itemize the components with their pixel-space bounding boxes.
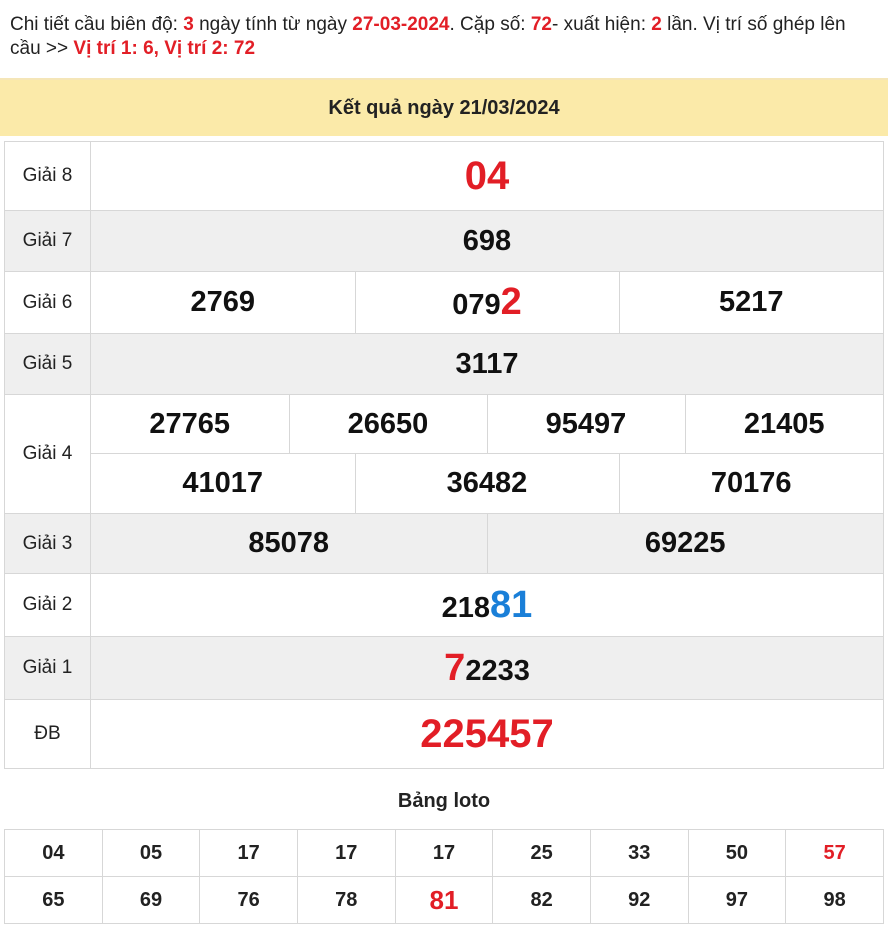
value-giai-db [91,700,884,769]
banner-title: Kết quả ngày 21/03/2024 [328,96,560,119]
giai-2-number-b: 81 [490,583,533,626]
loto-table [4,829,884,924]
value-giai-1 [91,637,884,700]
giai-6-number-3: 5217 [718,286,784,318]
value-giai-2 [91,574,884,637]
giai-3-cell-2 [487,514,883,573]
giai-4-cell-1 [91,395,289,454]
loto-cell-highlight: 57 [786,830,884,877]
giai-4-number-4: 21405 [743,407,825,440]
giai-4-number-7: 70176 [710,467,792,499]
loto-row-1 [5,830,884,877]
giai-4-number-6: 36482 [446,467,528,499]
value-giai-3 [91,514,884,574]
giai-5-number: 3117 [455,347,519,380]
row-giai-6 [5,272,884,334]
giai-4-number-5: 41017 [182,467,264,499]
loto-cell: 17 [395,830,493,877]
loto-cell: 17 [200,830,298,877]
giai-4-cell-3 [487,395,685,454]
value-giai-7 [91,211,884,272]
loto-cell: 98 [786,877,884,924]
label-giai-8: Giải 8 [5,142,91,211]
loto-cell: 04 [5,830,103,877]
giai-1-number-b: 2233 [465,654,530,687]
loto-cell: 33 [590,830,688,877]
loto-cell-highlight: 81 [395,877,493,924]
loto-cell: 82 [493,877,591,924]
loto-cell: 50 [688,830,786,877]
info-date: 27-03-2024 [352,14,450,35]
result-date-banner [0,78,888,136]
value-giai-5 [91,334,884,395]
loto-cell: 76 [200,877,298,924]
info-pair: 72 [530,14,552,35]
info-prefix: Chi tiết cầu biên độ: [10,14,184,35]
loto-cell: 25 [493,830,591,877]
cau-detail-text [10,13,880,61]
giai-6-number-2b: 2 [500,281,522,323]
loto-cell: 69 [102,877,200,924]
giai-db-number: 225457 [420,711,554,756]
info-text-3: . Cặp số: [449,14,531,35]
giai-4-cell-7 [619,454,883,513]
info-text-5: lần. Vị trí số ghép lên cầu >> [10,14,846,59]
giai-6-cell-2 [355,272,619,333]
label-giai-5: Giải 5 [5,334,91,395]
value-giai-8 [91,142,884,211]
row-giai-7 [5,211,884,272]
giai-4-number-2: 26650 [347,407,429,440]
giai-6-number-1: 2769 [190,286,255,318]
label-giai-3: Giải 3 [5,514,91,574]
row-giai-3 [5,514,884,574]
label-giai-db: ĐB [5,700,91,769]
giai-4-number-1: 27765 [149,407,231,440]
giai-1-number-a: 7 [444,646,466,689]
info-positions: Vị trí 1: 6, Vị trí 2: 72 [73,38,256,59]
loto-cell: 97 [688,877,786,924]
giai-4-cell-5 [91,454,355,513]
giai-3-number-1: 85078 [248,527,330,559]
giai-6-cell-3 [619,272,883,333]
loto-cell: 92 [590,877,688,924]
label-giai-4: Giải 4 [5,395,91,514]
row-giai-4 [5,395,884,514]
loto-cell: 78 [297,877,395,924]
giai-3-number-2: 69225 [644,527,726,559]
loto-row-2 [5,877,884,924]
giai-6-number-2a: 079 [452,289,501,321]
giai-4-cell-6 [355,454,619,513]
info-count: 2 [651,14,662,35]
loto-cell: 17 [297,830,395,877]
loto-cell: 05 [102,830,200,877]
giai-4-number-3: 95497 [545,407,627,440]
label-giai-7: Giải 7 [5,211,91,272]
row-giai-8 [5,142,884,211]
info-range: 3 [183,14,194,35]
value-giai-4 [91,395,884,514]
giai-2-number-a: 218 [441,591,491,624]
info-text-2: ngày tính từ ngày [193,14,353,35]
label-giai-2: Giải 2 [5,574,91,637]
info-text-4: - xuất hiện: [551,14,652,35]
value-giai-6 [91,272,884,334]
giai-4-cell-4 [685,395,883,454]
results-table [4,141,884,769]
loto-title: Bảng loto [397,790,491,812]
giai-3-cell-1 [91,514,487,573]
giai-6-cell-1 [91,272,355,333]
label-giai-6: Giải 6 [5,272,91,334]
label-giai-1: Giải 1 [5,637,91,700]
row-giai-5 [5,334,884,395]
row-giai-db [5,700,884,769]
giai-8-number: 04 [464,153,510,198]
giai-4-cell-2 [289,395,487,454]
row-giai-2 [5,574,884,637]
loto-cell: 65 [5,877,103,924]
giai-7-number: 698 [462,224,512,257]
row-giai-1 [5,637,884,700]
